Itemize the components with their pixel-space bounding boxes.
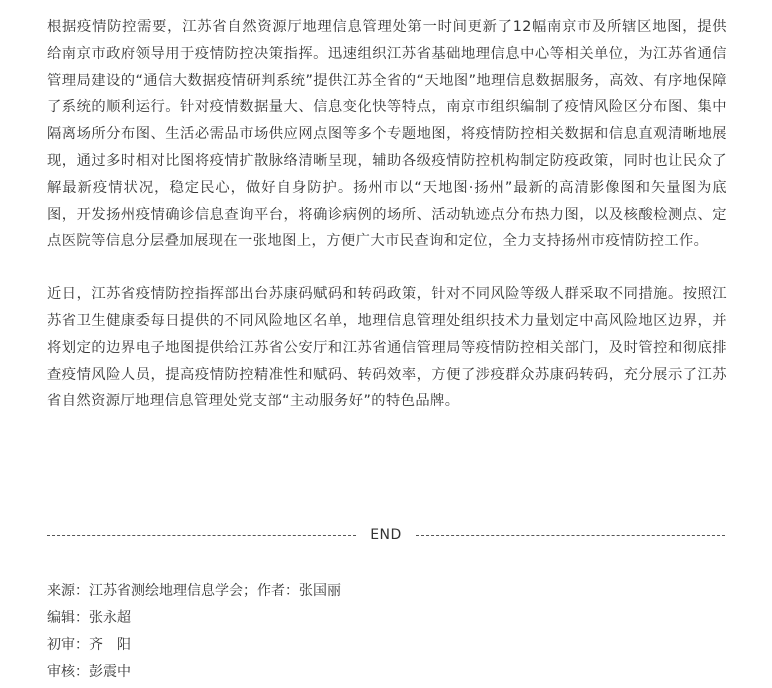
credit-source-label: 来源：: [47, 583, 89, 599]
credit-final-review-label: 审核：: [47, 664, 89, 680]
article-paragraph-1: 根据疫情防控需要，江苏省自然资源厅地理信息管理处第一时间更新了12幅南京市及所辖区地图，提供给南京市政府领导用于疫情防控决策指挥。迅速组织江苏省基础地理信息中心等相关单位，为江苏省通信管理局建设的“通信大数据疫情研判系统”提供江苏全省的“天地图”地理信息数据服务，高效、有序地保障了系统的顺利运行。针对疫情数据量大、信息变化快等特点，南京市组织编制了疫情风险区分布图、集中隔离场所分布图、生活必需品市场供应网点图等多个专题地图，将疫情防控相关数据和信息直观清晰地展现，通过多时相对比图将疫情扩散脉络清晰呈现，辅助各级疫情防控机构制定防疫政策，同时也让民众了解最新疫情状况，稳定民心，做好自身防护。扬州市以“天地图·扬州”最新的高清影像图和矢量图为底图，开发扬州疫情确诊信息查询平台，将确诊病例的场所、活动轨迹点分布热力图，以及核酸检测点、定点医院等信息分层叠加展现在一张地图上，方便广大市民查询和定位，全力支持扬州市疫情防控工作。: [47, 19, 727, 250]
end-label: END: [370, 527, 402, 543]
credit-editor-value: 张永超: [89, 610, 131, 626]
article-paragraph-2: 近日，江苏省疫情防控指挥部出台苏康码赋码和转码政策，针对不同风险等级人群采取不同措施。按照江苏省卫生健康委每日提供的不同风险地区名单，地理信息管理处组织技术力量划定中高风险地区边界，并将划定的边界电子地图提供给江苏省公安厅和江苏省通信管理局等疫情防控相关部门，及时管控和彻底排查疫情风险人员，提高疫情防控精准性和赋码、转码效率，方便了涉疫群众苏康码转码，充分展示了江苏省自然资源厅地理信息管理处党支部“主动服务好”的特色品牌。: [47, 286, 727, 410]
credit-editor: [47, 605, 727, 632]
credit-source: [47, 578, 727, 605]
credit-first-review: [47, 632, 727, 659]
credit-editor-label: 编辑：: [47, 610, 89, 626]
credits-block: [47, 578, 727, 686]
end-divider: [47, 524, 725, 546]
credit-final-review: [47, 659, 727, 686]
credit-first-review-label: 初审：: [47, 637, 89, 653]
divider-line-right: [416, 535, 725, 536]
credit-first-review-value: 齐 阳: [89, 637, 131, 653]
credit-final-review-value: 彭震中: [89, 664, 131, 680]
credit-source-value: 江苏省测绘地理信息学会；作者：张国丽: [89, 583, 341, 599]
divider-line-left: [47, 535, 356, 536]
article-body: [47, 14, 727, 415]
